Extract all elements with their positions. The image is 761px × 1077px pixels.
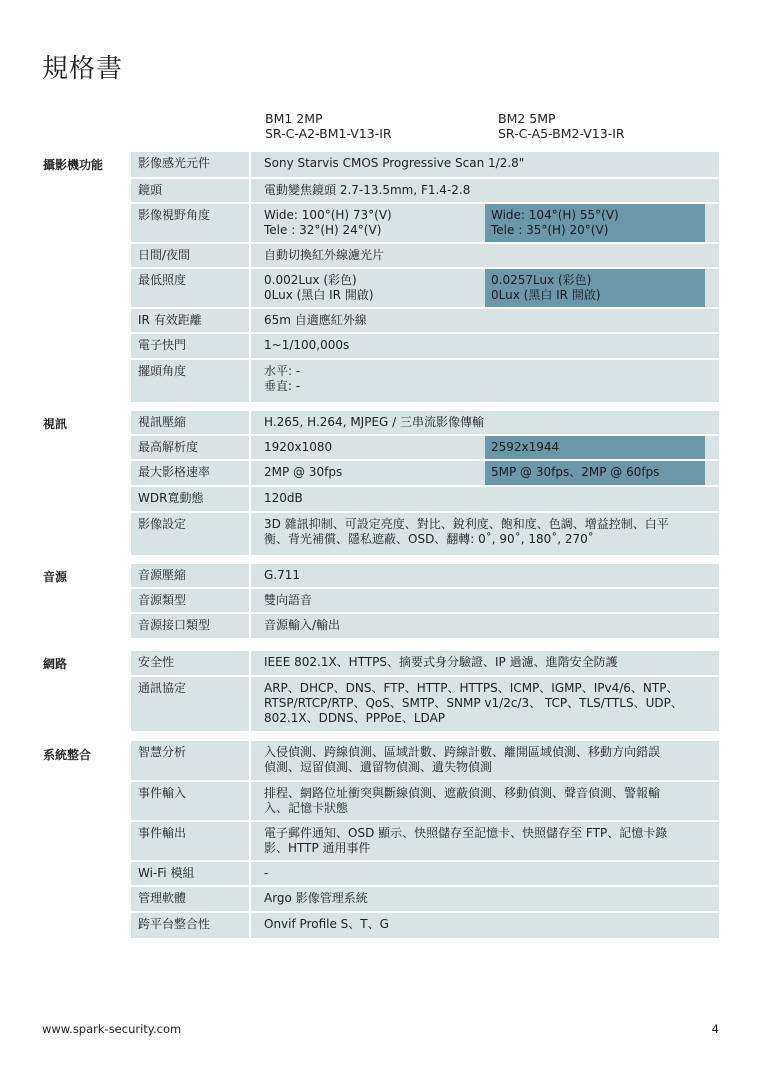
spec-row-event-input: [131, 782, 719, 820]
spec-value-model-1: Wide: 100°(H) 73°(V) Tele : 32°(H) 24°(V): [264, 208, 392, 237]
spec-label: 日間/夜間: [131, 244, 251, 267]
spec-row-audio-type: [131, 589, 719, 612]
spec-row-sensor: [131, 152, 719, 177]
spec-row-software: [131, 887, 719, 911]
spec-label: 安全性: [131, 651, 251, 675]
spec-value: ARP、DHCP、DNS、FTP、HTTP、HTTPS、ICMP、IGMP、IPv4/6、NTP、 RTSP/RTCP/RTP、QoS、SMTP、SNMP v1/2c/3、 TCP、TLS/TTLS、UDP、 802.1X、DDNS、PPPoE、LDAP: [264, 681, 683, 725]
spec-label: 音源壓縮: [131, 564, 251, 587]
section-audio: 音源: [43, 570, 68, 584]
spec-row-angle: [131, 360, 719, 402]
spec-row-event-output: [131, 822, 719, 860]
spec-value: 3D 雜訊抑制、可設定亮度、對比、銳利度、飽和度、色調、增益控制、白平 衡、背光補償、隱私遮蔽、OSD、翻轉: 0˚, 90˚, 180˚, 270˚: [264, 517, 669, 546]
spec-row-ir: [131, 309, 719, 332]
spec-value-model-2: 5MP @ 30fps、2MP @ 60fps: [485, 461, 705, 485]
spec-value: 排程、網路位址衝突與斷線偵測、遮蔽偵測、移動偵測、聲音偵測、警報輸 入、記憶卡狀態: [264, 786, 661, 815]
spec-row-framerate: [131, 461, 719, 485]
spec-label: 通訊協定: [131, 677, 251, 731]
spec-value: Sony Starvis CMOS Progressive Scan 1/2.8": [264, 156, 525, 170]
spec-value: 水平: - 垂直: -: [264, 364, 301, 393]
spec-label: 跨平台整合性: [131, 913, 251, 938]
spec-value-model-1: 0.002Lux (彩色) 0Lux (黑白 IR 開啟): [264, 273, 374, 302]
spec-value: H.265, H.264, MJPEG / 三串流影像傳輸: [264, 415, 485, 429]
page-title: 規格書: [42, 54, 124, 84]
spec-row-shutter: [131, 334, 719, 358]
spec-label: 視訊壓縮: [131, 411, 251, 434]
section-camera: 攝影機功能: [43, 158, 104, 172]
spec-value: Argo 影像管理系統: [264, 891, 368, 905]
spec-value-model-1: 1920x1080: [264, 440, 333, 454]
spec-value: 電動變焦鏡頭 2.7-13.5mm, F1.4-2.8: [264, 183, 471, 197]
spec-label: 事件輸入: [131, 782, 251, 820]
spec-label: 影像感光元件: [131, 152, 251, 177]
spec-value: 電子郵件通知、OSD 顯示、快照儲存至記憶卡、快照儲存至 FTP、記憶卡錄 影、HTTP 通用事件: [264, 826, 668, 855]
spec-label: 最高解析度: [131, 436, 251, 459]
spec-label: 音源類型: [131, 589, 251, 612]
spec-value: -: [264, 866, 269, 880]
spec-value: 1~1/100,000s: [264, 338, 350, 352]
spec-label: 最大影格速率: [131, 461, 251, 485]
spec-row-minlux: [131, 269, 719, 307]
model-1-code: SR-C-A2-BM1-V13-IR: [265, 126, 392, 141]
model-2-name: BM2 5MP: [498, 111, 556, 126]
spec-label: 智慧分析: [131, 741, 251, 780]
section-integration: 系統整合: [43, 748, 92, 762]
spec-value-model-2: 0.0257Lux (彩色) 0Lux (黑白 IR 開啟): [485, 269, 705, 307]
spec-row-fov: [131, 204, 719, 242]
spec-label: 音源接口類型: [131, 614, 251, 638]
spec-label: 管理軟體: [131, 887, 251, 911]
spec-value: 音源輸入/輸出: [264, 618, 341, 632]
spec-row-image-settings: [131, 513, 719, 555]
spec-value: G.711: [264, 568, 301, 582]
spec-row-wdr: [131, 487, 719, 511]
spec-label: IR 有效距離: [131, 309, 251, 332]
spec-label: 影像設定: [131, 513, 251, 555]
spec-value-model-1: 2MP @ 30fps: [264, 465, 343, 479]
spec-value-model-2: Wide: 104°(H) 55°(V) Tele : 35°(H) 20°(V): [485, 204, 705, 242]
spec-value-model-2: 2592x1944: [485, 436, 705, 459]
spec-value: 65m 自適應紅外線: [264, 313, 367, 327]
spec-row-wifi: [131, 862, 719, 885]
spec-value: 入侵偵測、跨線偵測、區域計數、跨線計數、離開區域偵測、移動方向錯誤 偵測、逗留偵測、遺留物偵測、遺失物偵測: [264, 745, 661, 774]
spec-row-protocols: [131, 677, 719, 731]
spec-row-audio-interface: [131, 614, 719, 638]
model-2-header: [498, 111, 625, 141]
model-1-name: BM1 2MP: [265, 111, 323, 126]
spec-value: 120dB: [264, 491, 303, 505]
spec-value: IEEE 802.1X、HTTPS、摘要式身分驗證、IP 過濾、進階安全防護: [264, 655, 618, 669]
footer-url[interactable]: www.spark-security.com: [42, 1022, 182, 1036]
spec-value: Onvif Profile S、T、G: [264, 917, 389, 931]
spec-label: 影像視野角度: [131, 204, 251, 242]
spec-label: 事件輸出: [131, 822, 251, 860]
spec-row-daynight: [131, 244, 719, 267]
model-2-code: SR-C-A5-BM2-V13-IR: [498, 126, 625, 141]
spec-row-analytics: [131, 741, 719, 780]
model-1-header: [265, 111, 392, 141]
spec-label: 鏡頭: [131, 179, 251, 202]
section-network: 網路: [43, 657, 68, 671]
spec-value: 雙向語音: [264, 593, 313, 607]
spec-row-security: [131, 651, 719, 675]
spec-row-resolution: [131, 436, 719, 459]
spec-value: 自動切換紅外線濾光片: [264, 248, 385, 262]
spec-label: 電子快門: [131, 334, 251, 358]
section-video: 視訊: [43, 417, 68, 431]
spec-label: Wi-Fi 模組: [131, 862, 251, 885]
spec-row-lens: [131, 179, 719, 202]
spec-label: WDR寬動態: [131, 487, 251, 511]
page-number: 4: [711, 1022, 719, 1036]
spec-row-platform: [131, 913, 719, 938]
spec-label: 最低照度: [131, 269, 251, 307]
spec-row-audio-compression: [131, 564, 719, 587]
spec-label: 擺頭角度: [131, 360, 251, 402]
spec-row-compression: [131, 411, 719, 434]
